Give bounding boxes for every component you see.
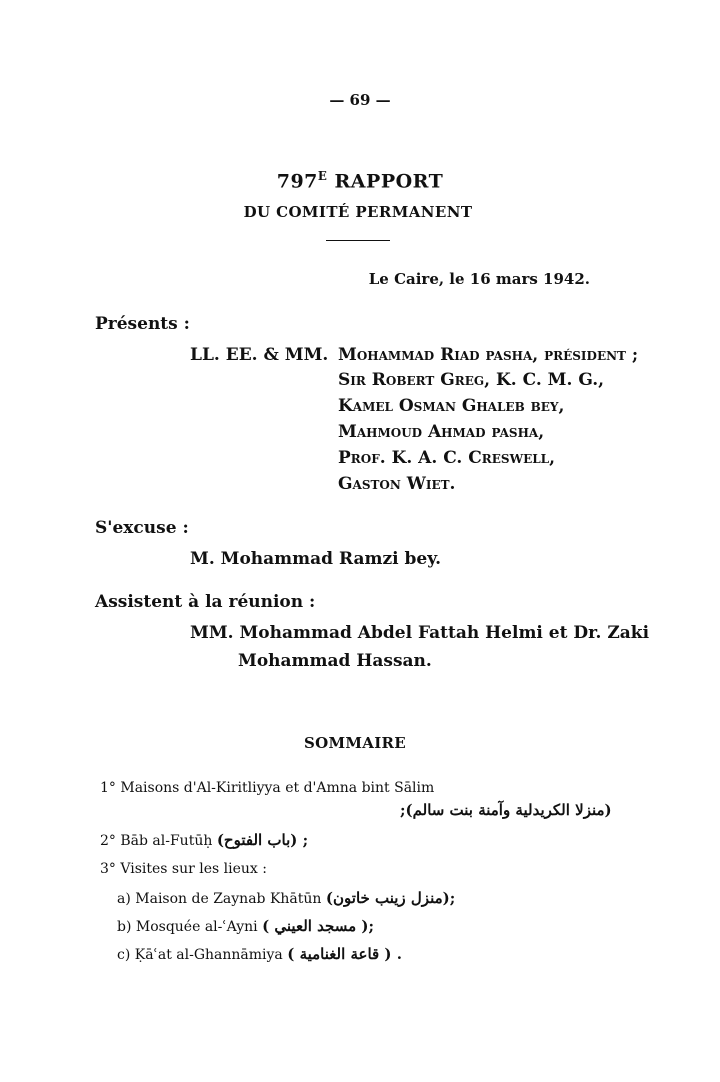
sommaire-item-3c [117,945,402,963]
presents-label: Présents : [95,314,190,334]
assistent-line-2: Mohammad Hassan. [238,651,432,671]
member-2-text: Sir Robert Greg, K. C. M. G., [338,370,605,390]
sommaire-item-3b [117,917,374,935]
member-1-text: Mohammad Riad pasha, président ; [338,345,639,365]
sommaire-item-3c-arabic: ( قاعة الغنامية ) . [287,945,402,963]
member-4-text: Mahmoud Ahmad pasha, [338,422,545,442]
report-title [0,169,720,192]
sommaire-item-3a [117,889,455,907]
member-6-text: Gaston Wiet. [338,474,456,494]
sommaire-item-3b-label: b) Mosquée al-ʿAyni [117,919,258,935]
report-subtitle: DU COMITÉ PERMANENT [243,203,473,221]
sommaire-item-3c-label: c) Ḳāʿat al-Ghannāmiya [117,947,283,963]
member-5-text: Prof. K. A. C. Creswell, [338,448,556,468]
dateline: Le Caire, le 16 mars 1942. [368,270,590,288]
sommaire-item-3a-arabic: (منزل زينب خاتون); [325,889,456,907]
report-number: 797 [276,170,318,193]
sommaire-item-2-arabic: (باب الفتوح) ; [216,831,309,849]
report-number-superscript: E [317,169,328,183]
member-3 [338,396,564,416]
report-word: RAPPORT [334,170,444,193]
sommaire-heading: SOMMAIRE [303,734,407,752]
page-number: — 69 — [329,91,391,109]
title-rule [326,240,390,241]
sommaire-item-3: 3° Visites sur les lieux : [100,861,267,877]
presents-prefix: LL. EE. & MM. [190,345,329,365]
member-1 [338,345,638,365]
member-2 [338,370,604,390]
excuse-label: S'excuse : [95,518,189,538]
member-4 [338,422,544,442]
sommaire-item-3a-label: a) Maison de Zaynab Khātūn [117,891,322,907]
member-5 [338,448,555,468]
member-3-text: Kamel Osman Ghaleb bey, [338,396,565,416]
sommaire-item-3b-arabic: ( مسجد العيني ); [262,917,374,935]
assistent-label: Assistent à la réunion : [95,592,316,612]
assistent-line-1: MM. Mohammad Abdel Fattah Helmi et Dr. Zaki [190,623,650,643]
member-6 [338,474,455,494]
sommaire-item-2-label: 2° Bāb al-Futūḥ [100,833,213,849]
sommaire-item-1-arabic: (منزلا الكريدلية وآمنة بنت سالم); [400,801,612,819]
excuse-name: M. Mohammad Ramzi bey. [190,549,442,569]
sommaire-item-2 [100,831,308,849]
sommaire-item-1: 1° Maisons d'Al-Kiritliyya et d'Amna bint Sālim [100,780,435,796]
